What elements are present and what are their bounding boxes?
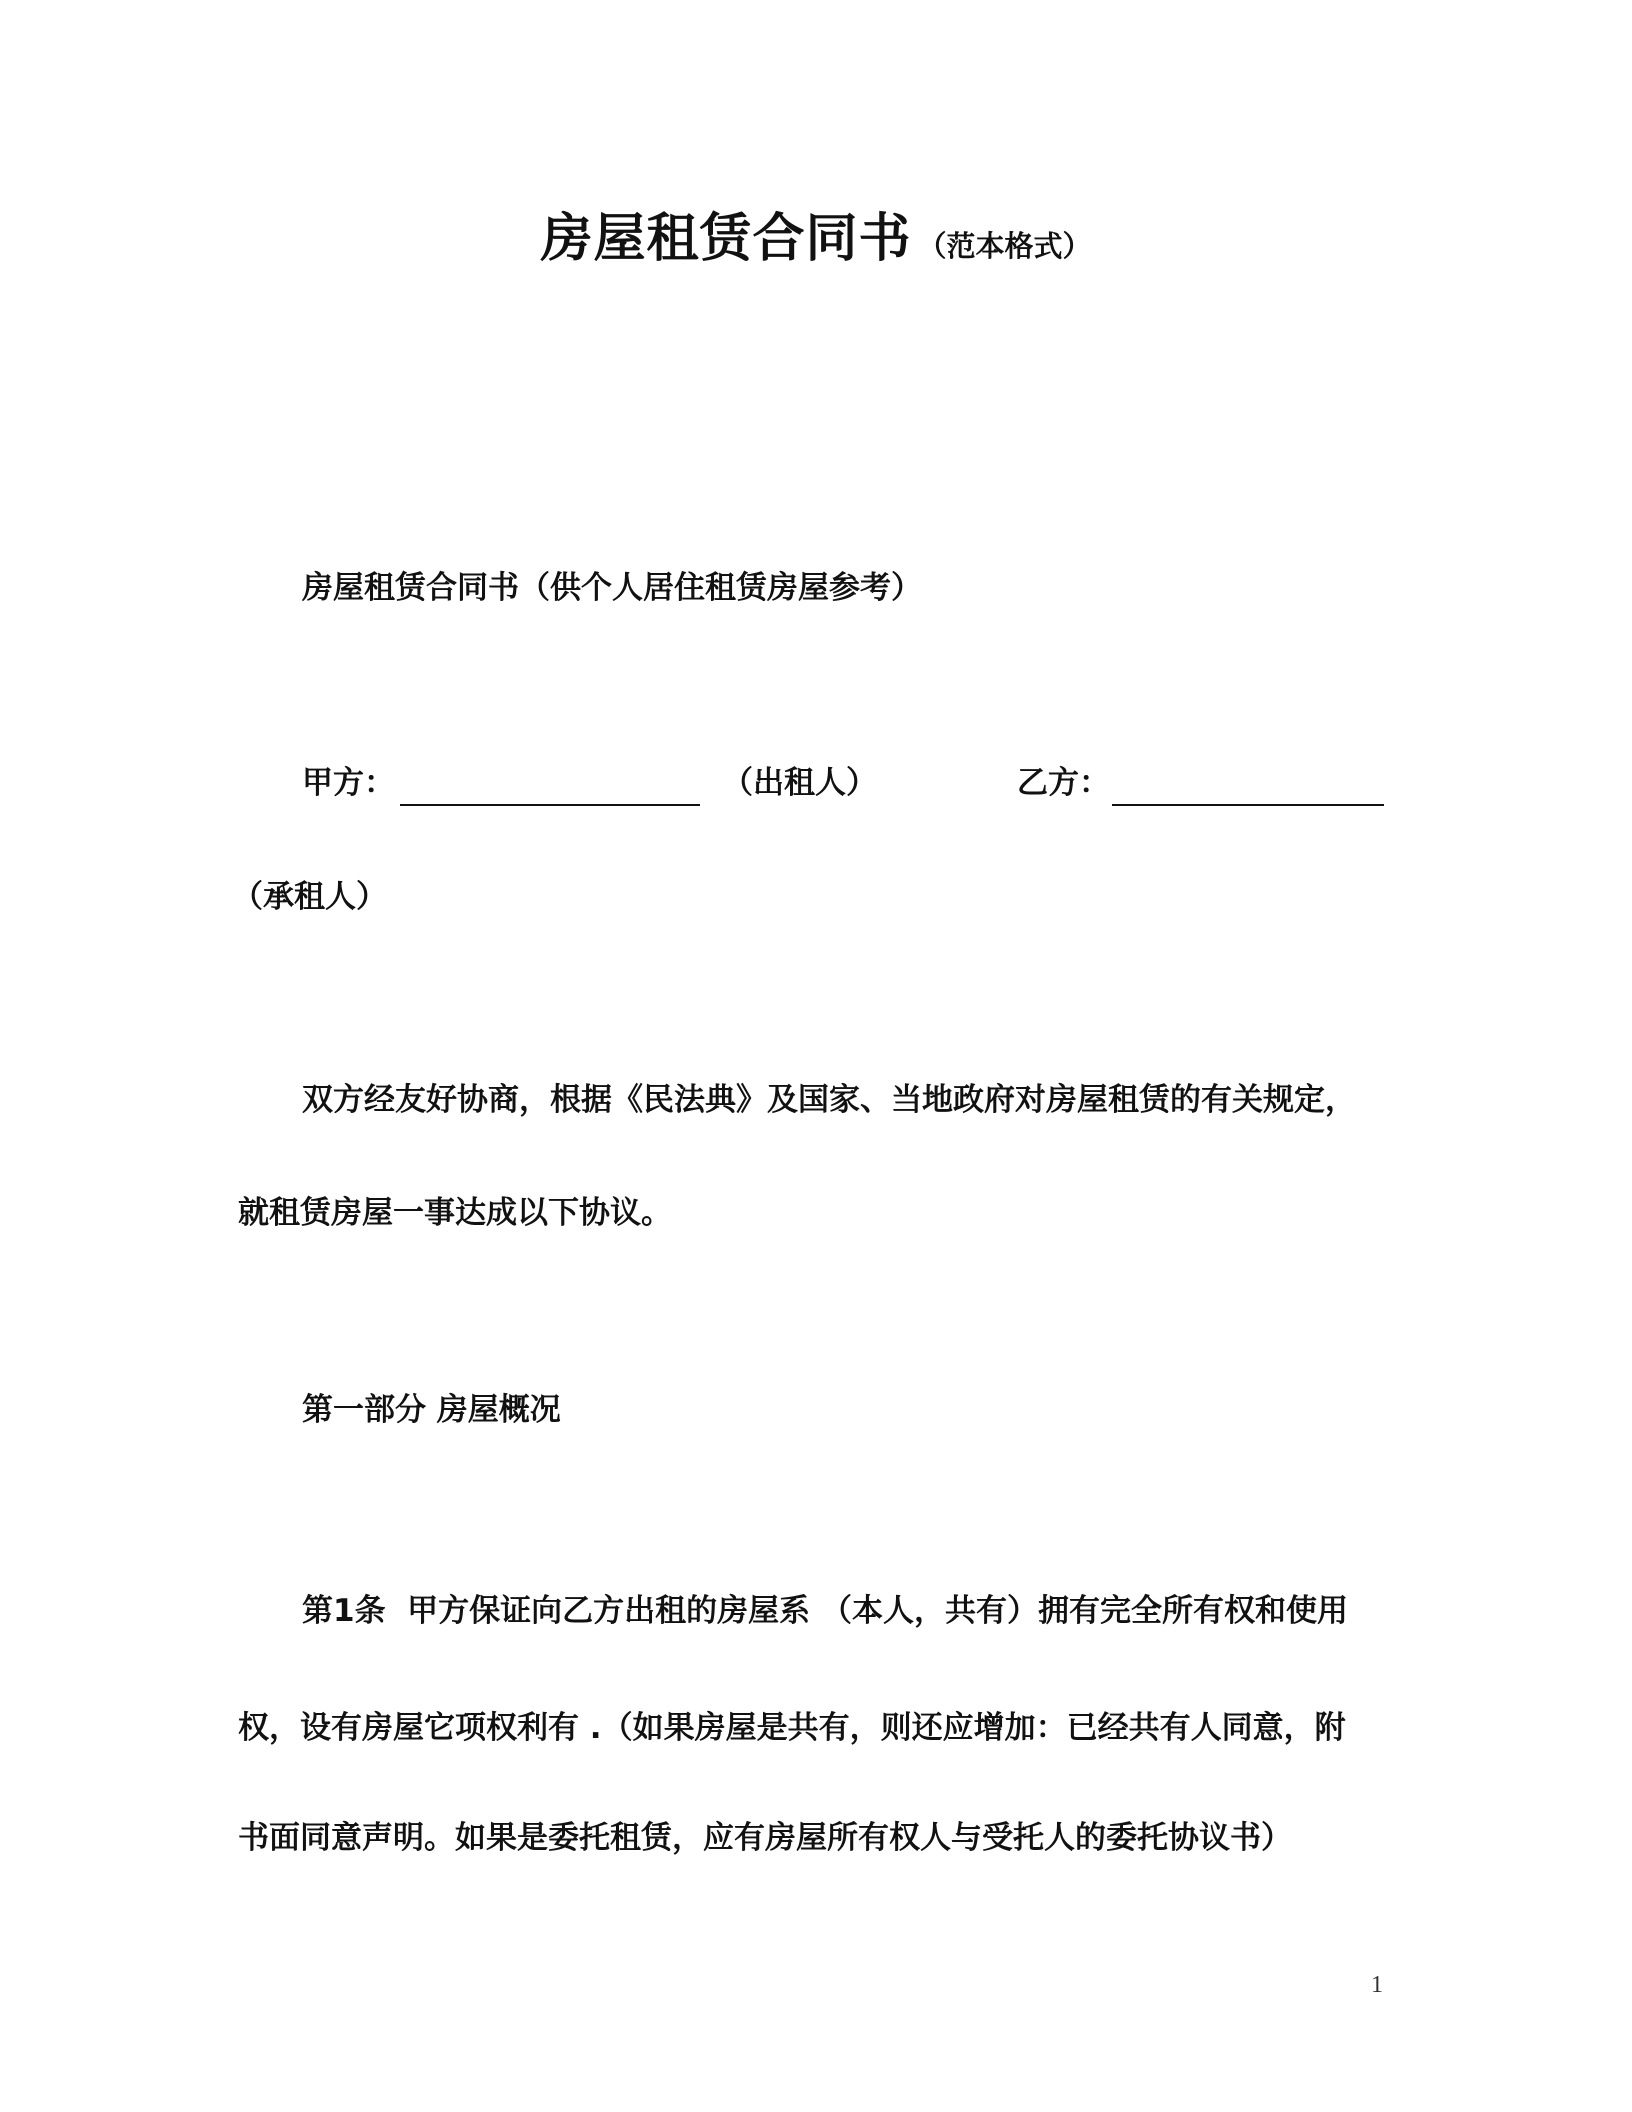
article-1-text: 甲方保证向乙方出租的房屋系 （本人，共有）拥有完全所有权和使用: [407, 1593, 1348, 1629]
page-number: 1: [1371, 1972, 1383, 1998]
article-1-label: 第1条: [302, 1593, 386, 1629]
article-1-line-2: 权，设有房屋它项权利有 .（如果房屋是共有，则还应增加：已经共有人同意，附: [238, 1710, 1346, 1746]
party-b-blank: [1112, 804, 1384, 806]
preamble-line-2: 就租赁房屋一事达成以下协议。: [238, 1195, 672, 1231]
party-a-blank: [400, 804, 700, 806]
party-a-role: （出租人）: [722, 765, 877, 801]
party-b-role: （承租人）: [232, 879, 387, 915]
article-1-line-3: 书面同意声明。如果是委托租赁，应有房屋所有权人与受托人的委托协议书）: [238, 1820, 1292, 1856]
document-title: [0, 196, 1632, 271]
party-a-label: 甲方：: [302, 765, 395, 801]
title-text: 房屋租赁合同书: [540, 209, 912, 269]
preamble-line-1: 双方经友好协商，根据《民法典》及国家、当地政府对房屋租赁的有关规定，: [302, 1082, 1356, 1118]
title-note: （范本格式）: [917, 229, 1092, 263]
article-1-line-1: [302, 1591, 1348, 1631]
party-b-label: 乙方：: [1017, 765, 1110, 801]
section-heading: 第一部分 房屋概况: [302, 1392, 561, 1428]
subtitle: 房屋租赁合同书（供个人居住租赁房屋参考）: [302, 570, 922, 606]
